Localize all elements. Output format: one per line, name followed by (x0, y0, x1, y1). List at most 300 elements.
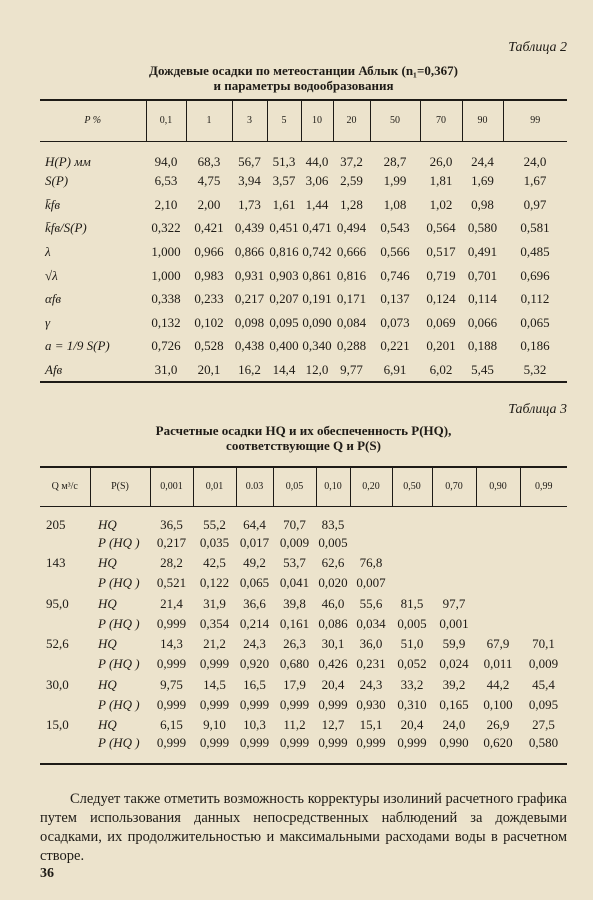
table2-cell: 56,7 (238, 153, 261, 169)
table3-q-empty (40, 533, 90, 553)
table2-row-label: λ (45, 244, 51, 260)
table3-cell: 28,2 (160, 554, 183, 570)
table3-cell (476, 573, 520, 593)
table2-cell: 2,59 (340, 173, 363, 189)
table2-row (40, 240, 567, 264)
table3-row-label: HQ (98, 554, 117, 570)
table2-cell: 44,0 (305, 153, 329, 169)
table3-row-hq (40, 506, 567, 533)
table3-cell (476, 533, 520, 553)
table3-q-value: 52,6 (46, 636, 69, 652)
table3-cell: 46,0 (321, 595, 345, 611)
table3-cell: 31,9 (203, 595, 226, 611)
table3 (40, 466, 567, 765)
table3-cell: 20,4 (321, 676, 345, 692)
table3-cell (520, 553, 567, 573)
table3-cell: 97,7 (442, 595, 466, 611)
table2-cell: 0,073 (380, 314, 410, 330)
table2-row-label: αfв (45, 291, 62, 307)
table3-cell: 42,5 (203, 554, 226, 570)
table3-cell (392, 573, 432, 593)
table2-cell: 0,069 (426, 314, 456, 330)
table3-cell: 26,3 (283, 636, 306, 652)
body-paragraph: Следует также отметить возможность корректуры изолиний расчетного графика путем использования данных непосредственных наблюдений за дождевыми осадками, их продолжительностью и максимальными расходами воды в расчетном створе. (40, 791, 567, 864)
table3-q-value: 15,0 (46, 717, 69, 733)
table3-cell: 51,0 (400, 636, 424, 652)
table3-cell: 0,095 (528, 697, 559, 713)
table3-cell: 0,024 (439, 656, 469, 672)
table2-cell: 0,517 (426, 244, 456, 260)
table3-cell (432, 506, 476, 533)
table3-row-phq (40, 573, 567, 593)
table2-header-cell: 10 (301, 100, 333, 141)
table3-cell: 45,4 (532, 676, 555, 692)
table2-cell: 0,666 (336, 244, 367, 260)
table2-cell: 5,32 (503, 358, 567, 382)
table2-row (40, 193, 567, 217)
table3-cell: 59,9 (442, 636, 466, 652)
table2-cell: 0,095 (269, 314, 299, 330)
table2-cell: 1,69 (471, 173, 494, 189)
table2-row (40, 358, 567, 382)
table2-cell: 0,186 (520, 338, 550, 354)
table3-header-cell: P(S) (90, 467, 150, 506)
table3-cell: 36,0 (359, 636, 383, 652)
table3-cell: 55,6 (359, 595, 383, 611)
table3-header-row (40, 467, 567, 506)
table3-cell (432, 553, 476, 573)
table2-cell: 28,7 (383, 153, 407, 169)
table2-cell: 0,171 (336, 291, 367, 307)
table3-cell: 21,2 (203, 636, 226, 652)
table3-cell: 14,5 (203, 676, 226, 692)
table2-cell: 0,746 (380, 267, 410, 283)
table3-row-label: P (HQ ) (98, 534, 140, 550)
table3-q-value: 143 (46, 554, 66, 570)
table2-cell: 16,2 (232, 358, 267, 382)
table3-cell: 0,999 (350, 735, 392, 764)
table3-q-value: 205 (46, 516, 66, 532)
table2-row-label: k̄fв/S(P) (45, 220, 87, 236)
table3-q-value: 30,0 (46, 676, 69, 692)
table3-cell: 20,4 (400, 717, 424, 733)
table2-cell: 0,217 (234, 291, 265, 307)
table2-cell: 0,816 (336, 267, 367, 283)
table2-row (40, 335, 567, 359)
table3-cell: 33,2 (400, 676, 424, 692)
table3-cell (350, 506, 392, 533)
table3-cell: 0,999 (392, 735, 432, 764)
table3-cell (476, 593, 520, 613)
table3-header-cell: 0,05 (273, 467, 316, 506)
table3-header-cell: 0,90 (476, 467, 520, 506)
table3-cell: 15,1 (359, 717, 383, 733)
table3-row-hq (40, 715, 567, 735)
table2-cell: 0,137 (380, 291, 410, 307)
table2-header-cell: 50 (370, 100, 420, 141)
table2-row (40, 311, 567, 335)
table2-header-cell: 3 (232, 100, 267, 141)
table3-title-line2: соответствующие Q и P(S) (226, 438, 381, 453)
table3-cell: 0,680 (279, 656, 310, 672)
table3-caption: Таблица 3 (508, 402, 567, 417)
table3-cell: 24,3 (243, 636, 266, 652)
table2-cell: 0,528 (194, 338, 224, 354)
table2-cell: 1,81 (429, 173, 453, 189)
table3-cell: 0,122 (199, 575, 230, 591)
table2-cell: 0,485 (520, 244, 550, 260)
table3-row-label: HQ (98, 717, 117, 733)
table3-header-cell: 0,10 (316, 467, 350, 506)
table2-row (40, 170, 567, 194)
table2-header-cell: 90 (462, 100, 503, 141)
table3-title (40, 423, 567, 453)
table3-cell: 70,1 (532, 636, 555, 652)
table2-cell: 26,0 (429, 153, 453, 169)
table2-cell: 1,61 (272, 196, 296, 212)
table3-row-label: HQ (98, 516, 117, 532)
table3-row-label: HQ (98, 636, 117, 652)
table2-cell: 3,57 (272, 173, 296, 189)
table3-cell: 0,007 (356, 575, 386, 591)
table3-cell: 0,011 (483, 656, 513, 672)
table3-cell: 6,15 (160, 717, 183, 733)
table2-cell: 0,065 (520, 314, 550, 330)
table2-row-label: S(P) (45, 173, 69, 189)
table3-cell (392, 506, 432, 533)
table3-row-label: P (HQ ) (98, 575, 140, 591)
table3-cell (520, 593, 567, 613)
table2-header-row (40, 100, 567, 141)
table2-cell: 0,861 (302, 267, 332, 283)
table3-cell: 0,521 (156, 575, 187, 591)
table2-title-line2: и параметры водообразования (213, 78, 394, 93)
table3-cell: 14,3 (160, 636, 183, 652)
table3-cell (520, 614, 567, 634)
table3-row-label: HQ (98, 676, 117, 692)
table3-cell: 0,009 (528, 656, 559, 672)
table3-q-empty (40, 735, 90, 764)
table3-cell: 64,4 (243, 516, 266, 532)
table3-cell: 12,7 (321, 717, 345, 733)
table2-row-label: γ (45, 314, 51, 330)
table2-cell: 37,2 (340, 153, 363, 169)
table2-cell: 0,438 (234, 338, 265, 354)
table3-cell: 0,999 (239, 697, 270, 713)
table2-cell: 3,06 (305, 173, 329, 189)
table3-cell: 81,5 (400, 595, 424, 611)
table3-cell: 0,999 (150, 735, 193, 764)
table3-title-line1: Расчетные осадки HQ и их обеспеченность P(HQ), (155, 423, 452, 438)
table2-cell: 0,701 (467, 267, 498, 283)
table2-cell: 0,207 (269, 291, 299, 307)
table3-header-cell: 0,70 (432, 467, 476, 506)
table2-cell: 0,090 (302, 314, 332, 330)
table3-cell: 0,217 (156, 534, 187, 550)
table3-cell: 83,5 (321, 516, 345, 532)
table3-cell: 0,354 (199, 615, 230, 631)
table3-cell: 9,10 (203, 717, 226, 733)
table3-cell: 0,426 (318, 656, 348, 672)
table3-cell: 36,5 (160, 516, 183, 532)
table3-cell: 0,165 (439, 697, 469, 713)
table2-cell: 1,000 (151, 267, 181, 283)
table3-cell: 24,3 (359, 676, 383, 692)
table3-cell: 0,052 (397, 656, 427, 672)
table2-cell: 0,288 (336, 338, 367, 354)
table3-row-hq (40, 675, 567, 695)
table3-cell: 0,231 (356, 656, 386, 672)
table2-header-cell: P % (40, 100, 146, 141)
table2-cell: 0,98 (471, 196, 494, 212)
table3-cell: 0,999 (156, 656, 187, 672)
table3-cell: 0,020 (318, 575, 348, 591)
table3-cell: 0,001 (439, 615, 469, 631)
table2-title (40, 63, 567, 93)
table3-row-hq (40, 593, 567, 613)
table2-cell: 0,201 (426, 338, 456, 354)
table3-cell: 0,999 (199, 697, 230, 713)
table3-row-hq (40, 634, 567, 654)
table2-cell: 0,112 (520, 291, 550, 307)
table2-header-cell: 99 (503, 100, 567, 141)
table2-cell: 6,91 (370, 358, 420, 382)
table2-cell: 31,0 (146, 358, 186, 382)
table3-cell: 0,086 (318, 615, 348, 631)
table3-row-phq (40, 614, 567, 634)
table2-cell: 20,1 (186, 358, 232, 382)
table2-cell: 0,983 (194, 267, 224, 283)
table3-cell: 0,065 (239, 575, 270, 591)
table2-cell: 14,4 (267, 358, 301, 382)
table2-cell: 0,098 (234, 314, 265, 330)
table2-title-line1: Дождевые осадки по метеостанции Аблык (n₁=0,367) (149, 63, 458, 78)
table2-cell: 0,491 (467, 244, 498, 260)
table2-cell: 2,00 (197, 196, 221, 212)
table3-cell: 0,990 (432, 735, 476, 764)
table3-header-cell: Q м³/с (40, 467, 90, 506)
table2-row (40, 217, 567, 241)
table2-header-cell: 5 (267, 100, 301, 141)
table3-row-hq (40, 553, 567, 573)
table2-header-cell: 20 (333, 100, 370, 141)
table2-cell: 24,0 (523, 153, 547, 169)
table2-cell: 1,28 (340, 196, 363, 212)
table3-cell: 0,041 (279, 575, 310, 591)
table3-cell: 26,9 (486, 717, 510, 733)
table3-cell: 0,009 (279, 534, 310, 550)
table2-cell: 0,966 (194, 244, 224, 260)
table2-row-label: k̄fв (45, 196, 61, 212)
table2-header-cell: 0,1 (146, 100, 186, 141)
table2-cell: 0,439 (234, 220, 265, 236)
table3-cell (476, 614, 520, 634)
table3-cell: 0,214 (239, 615, 270, 631)
table2-cell: 1,44 (305, 196, 329, 212)
table2-cell: 0,114 (468, 291, 497, 307)
table2-row (40, 287, 567, 311)
table3-row-phq (40, 735, 567, 764)
table2-row (40, 141, 567, 170)
table2 (40, 99, 567, 383)
table3-q-value: 95,0 (46, 595, 69, 611)
table2-cell: 0,719 (426, 267, 456, 283)
table2-cell: 6,02 (420, 358, 462, 382)
table3-cell: 0,017 (239, 534, 270, 550)
table2-cell: 0,931 (234, 267, 265, 283)
table2-cell: 0,084 (336, 314, 367, 330)
table2-cell: 0,421 (194, 220, 224, 236)
table3-cell: 0,999 (273, 735, 316, 764)
table2-cell: 0,188 (467, 338, 498, 354)
table2-cell: 12,0 (301, 358, 333, 382)
table2-cell: 3,94 (238, 173, 261, 189)
table3-cell: 62,6 (321, 554, 345, 570)
table2-row-label: a = 1/9 S(P) (45, 338, 110, 354)
table3-cell: 55,2 (203, 516, 226, 532)
table3-cell: 0,005 (397, 615, 427, 631)
table2-cell: 0,322 (151, 220, 181, 236)
table2-cell: 1,73 (238, 196, 261, 212)
table3-cell: 0,999 (156, 697, 187, 713)
table3-cell: 0,999 (316, 735, 350, 764)
table2-cell: 2,10 (154, 196, 178, 212)
table2-cell: 0,903 (269, 267, 299, 283)
table3-row-phq (40, 533, 567, 553)
table2-row (40, 264, 567, 288)
table2-caption: Таблица 2 (508, 40, 567, 55)
table3-cell: 0,005 (318, 534, 348, 550)
table3-cell: 17,9 (283, 676, 306, 692)
table2-cell: 94,0 (154, 153, 178, 169)
table2-header-cell: 1 (186, 100, 232, 141)
table3-cell: 16,5 (243, 676, 266, 692)
table2-row-label: √λ (45, 267, 58, 283)
table3-cell: 53,7 (283, 554, 306, 570)
table2-cell: 0,400 (269, 338, 299, 354)
table3-cell: 0,920 (239, 656, 270, 672)
table2-cell: 0,132 (151, 314, 181, 330)
table2-cell: 0,726 (151, 338, 181, 354)
table3-row-phq (40, 695, 567, 715)
table3-cell: 0,034 (356, 615, 386, 631)
table2-cell: 0,066 (467, 314, 498, 330)
page-number: 36 (40, 866, 54, 881)
table3-cell: 0,930 (356, 697, 386, 713)
table3-cell: 0,035 (199, 534, 230, 550)
table3-header-cell: 0,20 (350, 467, 392, 506)
table3-cell (520, 533, 567, 553)
table3-cell (432, 533, 476, 553)
table2-cell: 0,543 (380, 220, 410, 236)
table2-cell: 0,124 (426, 291, 456, 307)
table2-cell: 0,564 (426, 220, 456, 236)
table3-q-empty (40, 654, 90, 674)
table2-cell: 1,99 (383, 173, 407, 189)
table3-cell: 11,2 (283, 717, 306, 733)
table3-cell: 0,999 (279, 697, 310, 713)
table2-cell: 0,340 (302, 338, 332, 354)
table2-cell: 9,77 (333, 358, 370, 382)
table3-cell: 44,2 (486, 676, 510, 692)
table3-cell: 27,5 (532, 717, 555, 733)
table3-cell: 9,75 (160, 676, 183, 692)
table3-q-empty (40, 573, 90, 593)
table2-cell: 0,221 (380, 338, 410, 354)
table2-cell: 0,816 (269, 244, 299, 260)
table3-cell: 0,999 (236, 735, 273, 764)
table2-cell: 0,866 (234, 244, 265, 260)
table2-cell: 0,102 (194, 314, 224, 330)
table3-cell (476, 506, 520, 533)
table2-cell: 0,451 (269, 220, 299, 236)
table2-cell: 0,338 (151, 291, 181, 307)
table2-cell: 1,67 (523, 173, 547, 189)
table3-cell: 36,6 (243, 595, 266, 611)
table3-cell: 39,2 (442, 676, 466, 692)
table2-cell: 68,3 (197, 153, 221, 169)
table3-cell (432, 573, 476, 593)
table3-row-phq (40, 654, 567, 674)
table3-cell (392, 553, 432, 573)
table2-row-label: H(P) мм (45, 153, 91, 169)
table3-cell (476, 553, 520, 573)
table2-cell: 24,4 (471, 153, 494, 169)
table2-cell: 0,471 (302, 220, 332, 236)
table3-cell: 49,2 (243, 554, 266, 570)
table3-cell: 10,3 (243, 717, 266, 733)
table3-cell: 21,4 (160, 595, 183, 611)
table2-cell: 0,581 (520, 220, 550, 236)
table2-cell: 6,53 (154, 173, 178, 189)
table3-cell: 70,7 (283, 516, 306, 532)
table3-cell: 30,1 (321, 636, 345, 652)
table2-cell: 4,75 (197, 173, 221, 189)
table3-header-cell: 0,001 (150, 467, 193, 506)
table3-cell: 0,999 (199, 656, 230, 672)
table3-row-label: P (HQ ) (90, 735, 150, 764)
table3-row-label: P (HQ ) (98, 697, 140, 713)
table3-cell (350, 533, 392, 553)
table3-cell: 39,8 (283, 595, 306, 611)
table2-cell: 51,3 (272, 153, 296, 169)
table2-cell: 0,580 (467, 220, 498, 236)
table2-cell: 0,696 (520, 267, 550, 283)
table2-header-cell: 70 (420, 100, 462, 141)
table3-row-label: P (HQ ) (98, 615, 140, 631)
table2-cell: 1,08 (383, 196, 407, 212)
table3-cell: 76,8 (359, 554, 383, 570)
table3-cell: 67,9 (486, 636, 510, 652)
table2-cell: 0,566 (380, 244, 410, 260)
table3-cell: 0,580 (520, 735, 567, 764)
table3-header-cell: 0,01 (193, 467, 236, 506)
table2-cell: 0,742 (302, 244, 332, 260)
table3-cell: 0,620 (476, 735, 520, 764)
table2-cell: 0,233 (194, 291, 224, 307)
table3-cell: 0,999 (318, 697, 348, 713)
table3-cell (520, 506, 567, 533)
table3-header-cell: 0,99 (520, 467, 567, 506)
table3-row-label: HQ (98, 595, 117, 611)
table2-cell: 0,97 (523, 196, 547, 212)
table3-cell (392, 533, 432, 553)
table2-cell: 5,45 (462, 358, 503, 382)
table3-cell: 0,100 (483, 697, 513, 713)
table3-cell: 0,999 (156, 615, 187, 631)
table2-row-label: Afв (40, 358, 146, 382)
table3-cell: 24,0 (442, 717, 466, 733)
